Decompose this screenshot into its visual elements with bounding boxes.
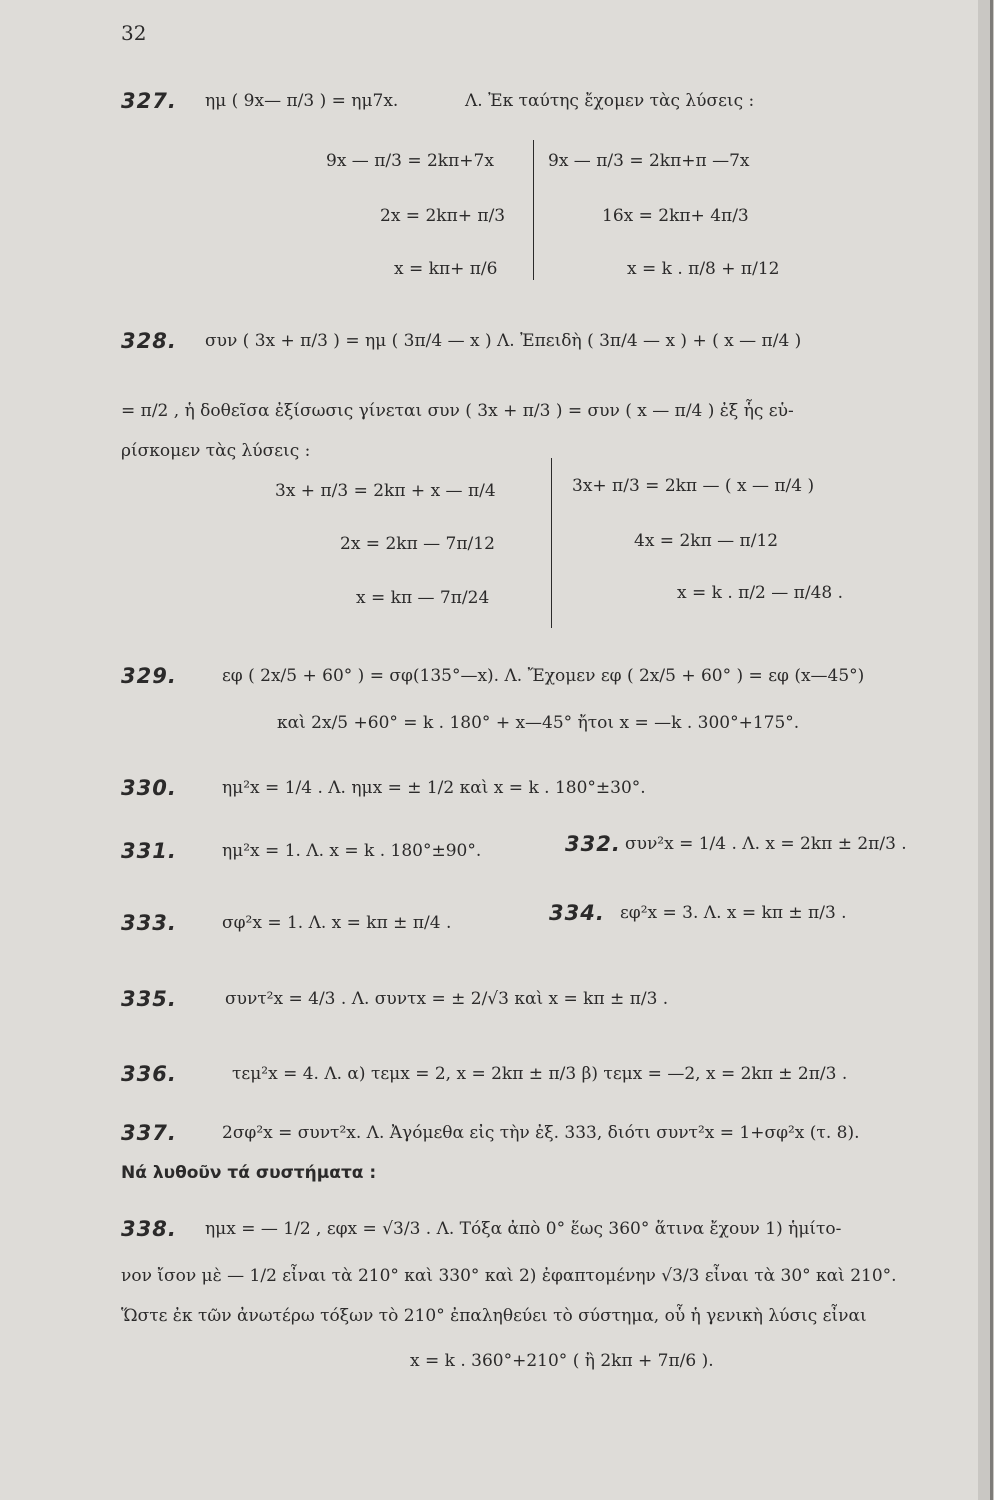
p327-left-1: 9x — π/3 = 2kπ+7x bbox=[326, 151, 494, 171]
p328-left-1: 3x + π/3 = 2kπ + x — π/4 bbox=[275, 481, 496, 501]
p328-left-3: x = kπ — 7π/24 bbox=[356, 588, 490, 608]
p327-right-1: 9x — π/3 = 2kπ+π —7x bbox=[548, 151, 750, 171]
section-header: Νά λυθοῦν τά συστήματα : bbox=[121, 1163, 377, 1183]
problem-number-327: 327. bbox=[121, 89, 177, 113]
problem-number-329: 329. bbox=[121, 664, 177, 688]
p327-left-3: x = kπ+ π/6 bbox=[394, 259, 498, 279]
problem-338-line-4: x = k . 360°+210° ( ἢ 2kπ + 7π/6 ). bbox=[410, 1351, 714, 1371]
problem-328-line-2: = π/2 , ἡ δοθεῖσα ἐξίσωσις γίνεται συν ( 3x + π/3 ) = συν ( x — π/4 ) ἐξ ἧς εὑ- bbox=[121, 401, 794, 421]
problem-333-text: σφ²x = 1. Λ. x = kπ ± π/4 . bbox=[222, 913, 452, 933]
problem-number-336: 336. bbox=[121, 1062, 177, 1086]
p327-right-2: 16x = 2kπ+ 4π/3 bbox=[602, 206, 749, 226]
p327-left-2: 2x = 2kπ+ π/3 bbox=[380, 206, 506, 226]
problem-328-line-3: ρίσκομεν τὰς λύσεις : bbox=[121, 441, 311, 461]
p328-right-2: 4x = 2kπ — π/12 bbox=[634, 531, 779, 551]
problem-number-333: 333. bbox=[121, 911, 177, 935]
problem-329-line-2: καὶ 2x/5 +60° = k . 180° + x—45° ἤτοι x = —k . 300°+175°. bbox=[277, 713, 800, 733]
problem-number-334: 334. bbox=[549, 901, 605, 925]
problem-338-line-2: νον ἴσον μὲ — 1/2 εἶναι τὰ 210° καὶ 330° καὶ 2) ἐφαπτομένην √3/3 εἶναι τὰ 30° καὶ 210°. bbox=[121, 1266, 897, 1286]
p328-right-3: x = k . π/2 — π/48 . bbox=[677, 583, 844, 603]
problem-338-line-3: Ὥστε ἐκ τῶν ἀνωτέρω τόξων τὸ 210° ἐπαληθεύει τὸ σύστημα, οὗ ἡ γενικὴ λύσις εἶναι bbox=[121, 1306, 867, 1326]
problem-334-text: εφ²x = 3. Λ. x = kπ ± π/3 . bbox=[620, 903, 847, 923]
problem-number-338: 338. bbox=[121, 1217, 177, 1241]
problem-337-text: 2σφ²x = συντ²x. Λ. Ἀγόμεθα εἰς τὴν ἐξ. 333, διότι συντ²x = 1+σφ²x (τ. 8). bbox=[222, 1123, 860, 1143]
problem-332-text: συν²x = 1/4 . Λ. x = 2kπ ± 2π/3 . bbox=[625, 834, 907, 854]
p328-left-2: 2x = 2kπ — 7π/12 bbox=[340, 534, 495, 554]
problem-336-text: τεμ²x = 4. Λ. α) τεμx = 2, x = 2kπ ± π/3 β) τεμx = —2, x = 2kπ ± 2π/3 . bbox=[232, 1064, 848, 1084]
problem-329-line-1: εφ ( 2x/5 + 60° ) = σφ(135°—x). Λ. Ἔχομεν εφ ( 2x/5 + 60° ) = εφ (x—45°) bbox=[222, 666, 865, 686]
problem-330-text: ημ²x = 1/4 . Λ. ημx = ± 1/2 καὶ x = k . 180°±30°. bbox=[222, 778, 646, 798]
problem-331-text: ημ²x = 1. Λ. x = k . 180°±90°. bbox=[222, 841, 482, 861]
problem-number-337: 337. bbox=[121, 1121, 177, 1145]
problem-number-328: 328. bbox=[121, 329, 177, 353]
problem-number-335: 335. bbox=[121, 987, 177, 1011]
problem-327-intro: Λ. Ἐκ ταύτης ἔχομεν τὰς λύσεις : bbox=[465, 91, 755, 111]
problem-335-text: συντ²x = 4/3 . Λ. συντx = ± 2/√3 καὶ x = kπ ± π/3 . bbox=[225, 989, 669, 1009]
page-number: 32 bbox=[121, 21, 147, 45]
problem-338-line-1: ημx = — 1/2 , εφx = √3/3 . Λ. Τόξα ἀπὸ 0° ἕως 360° ἅτινα ἔχουν 1) ἡμίτο- bbox=[205, 1219, 842, 1239]
p328-divider bbox=[551, 458, 552, 628]
p327-divider bbox=[533, 140, 534, 280]
p328-right-1: 3x+ π/3 = 2kπ — ( x — π/4 ) bbox=[572, 476, 815, 496]
binding-edge bbox=[990, 0, 993, 1500]
problem-328-line-1: συν ( 3x + π/3 ) = ημ ( 3π/4 — x ) Λ. Ἐπειδὴ ( 3π/4 — x ) + ( x — π/4 ) bbox=[205, 331, 802, 351]
problem-number-332: 332. bbox=[565, 832, 621, 856]
problem-327-equation: ημ ( 9x— π/3 ) = ημ7x. bbox=[205, 91, 399, 111]
problem-number-331: 331. bbox=[121, 839, 177, 863]
problem-number-330: 330. bbox=[121, 776, 177, 800]
p327-right-3: x = k . π/8 + π/12 bbox=[627, 259, 780, 279]
